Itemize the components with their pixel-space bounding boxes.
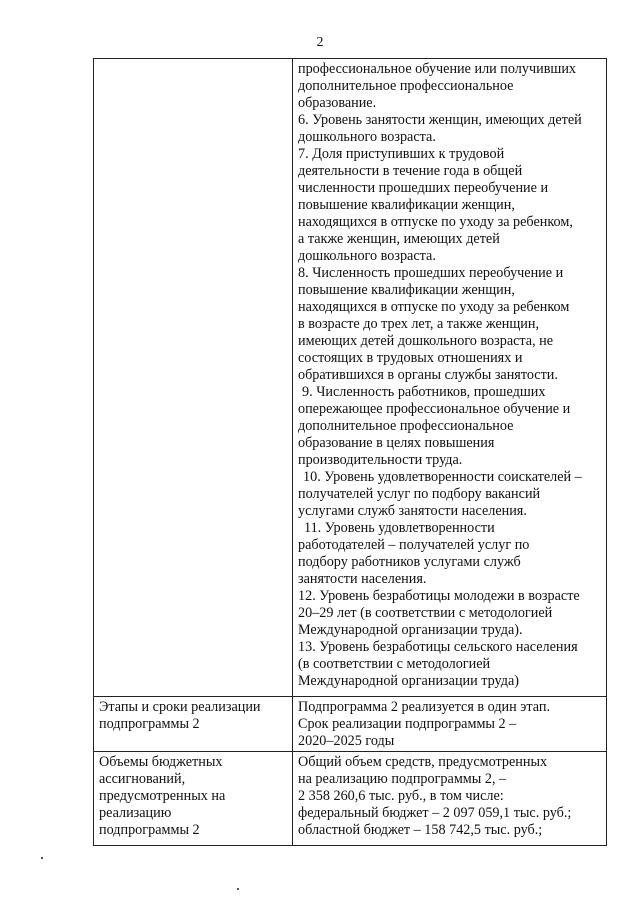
text-line: находящихся в отпуске по уходу за ребенком bbox=[298, 299, 570, 315]
indicator-13-line: 13. Уровень безработицы сельского населения bbox=[298, 639, 578, 655]
table-row bbox=[94, 59, 607, 697]
text-line: Объемы бюджетных bbox=[99, 754, 223, 770]
text-line: работодателей – получателей услуг по bbox=[298, 537, 530, 553]
text-line: численности прошедших переобучение и bbox=[298, 180, 549, 196]
scan-speck bbox=[41, 857, 43, 859]
text-line: 2 358 260,6 тыс. руб., в том числе: bbox=[298, 788, 504, 804]
stages-label-cell bbox=[94, 697, 293, 752]
row1-indicators-cell bbox=[293, 59, 607, 697]
text-line: имеющих детей дошкольного возраста, не bbox=[298, 333, 554, 349]
text-line: областной бюджет – 158 742,5 тыс. руб.; bbox=[298, 822, 543, 838]
text-line: деятельности в течение года в общей bbox=[298, 163, 523, 179]
scan-speck bbox=[237, 888, 239, 890]
passport-table bbox=[93, 58, 607, 846]
text-line: повышение квалификации женщин, bbox=[298, 197, 515, 213]
page-number: 2 bbox=[316, 35, 324, 50]
text-line: профессиональное обучение или получивших bbox=[298, 61, 577, 77]
text-line: дополнительное профессиональное bbox=[298, 78, 514, 94]
text-line: повышение квалификации женщин, bbox=[298, 282, 515, 298]
text-line: 2020–2025 годы bbox=[298, 733, 395, 749]
text-line: предусмотренных на bbox=[99, 788, 226, 804]
text-line: получателей услуг по подбору вакансий bbox=[298, 486, 541, 502]
indicator-6-line: 6. Уровень занятости женщин, имеющих детей bbox=[298, 112, 582, 128]
text-line: Международной организации труда). bbox=[298, 622, 523, 638]
text-line: а также женщин, имеющих детей bbox=[298, 231, 500, 247]
text-line: ассигнований, bbox=[99, 771, 186, 787]
indicator-10-line: 10. Уровень удовлетворенности соискателей – bbox=[303, 469, 582, 485]
text-line: услугами служб занятости населения. bbox=[298, 503, 527, 519]
text-line: опережающее профессиональное обучение и bbox=[298, 401, 571, 417]
text-line: (в соответствии с методологией bbox=[298, 656, 491, 672]
text-line: дополнительное профессиональное bbox=[298, 418, 514, 434]
indicator-8-line: 8. Численность прошедших переобучение и bbox=[298, 265, 564, 281]
text-line: в возрасте до трех лет, а также женщин, bbox=[298, 316, 539, 332]
text-line: подпрограммы 2 bbox=[99, 822, 200, 838]
indicator-11-line: 11. Уровень удовлетворенности bbox=[304, 520, 495, 536]
text-line: занятости населения. bbox=[298, 571, 427, 587]
indicator-7-line: 7. Доля приступивших к трудовой bbox=[298, 146, 505, 162]
text-line: реализацию bbox=[99, 805, 172, 821]
text-line: образование в целях повышения bbox=[298, 435, 495, 451]
text-line: Подпрограмма 2 реализуется в один этап. bbox=[298, 699, 550, 715]
table-row bbox=[94, 697, 607, 752]
indicator-12-line: 12. Уровень безработицы молодежи в возрасте bbox=[298, 588, 580, 604]
stages-value-cell bbox=[293, 697, 607, 752]
text-line: образование. bbox=[298, 95, 377, 111]
text-line: дошкольного возраста. bbox=[298, 129, 436, 145]
text-line: обратившихся в органы службы занятости. bbox=[298, 367, 558, 383]
text-line: состоящих в трудовых отношениях и bbox=[298, 350, 523, 366]
budget-value-cell bbox=[293, 752, 607, 846]
text-line: подбору работников услугами служб bbox=[298, 554, 521, 570]
text-line: Общий объем средств, предусмотренных bbox=[298, 754, 548, 770]
indicator-9-line: 9. Численность работников, прошедших bbox=[302, 384, 546, 400]
text-line: подпрограммы 2 bbox=[99, 716, 200, 732]
table-row bbox=[94, 752, 607, 846]
row1-label-cell bbox=[94, 59, 293, 697]
text-line: дошкольного возраста. bbox=[298, 248, 436, 264]
text-line: Этапы и сроки реализации bbox=[99, 699, 261, 715]
text-line: 20–29 лет (в соответствии с методологией bbox=[298, 605, 553, 621]
text-line: Международной организации труда) bbox=[298, 673, 519, 689]
budget-label-cell bbox=[94, 752, 293, 846]
text-line: находящихся в отпуске по уходу за ребенком, bbox=[298, 214, 573, 230]
text-line: Срок реализации подпрограммы 2 – bbox=[298, 716, 517, 732]
text-line: федеральный бюджет – 2 097 059,1 тыс. руб.; bbox=[298, 805, 572, 821]
text-line: на реализацию подпрограммы 2, – bbox=[298, 771, 507, 787]
text-line: производительности труда. bbox=[298, 452, 463, 468]
